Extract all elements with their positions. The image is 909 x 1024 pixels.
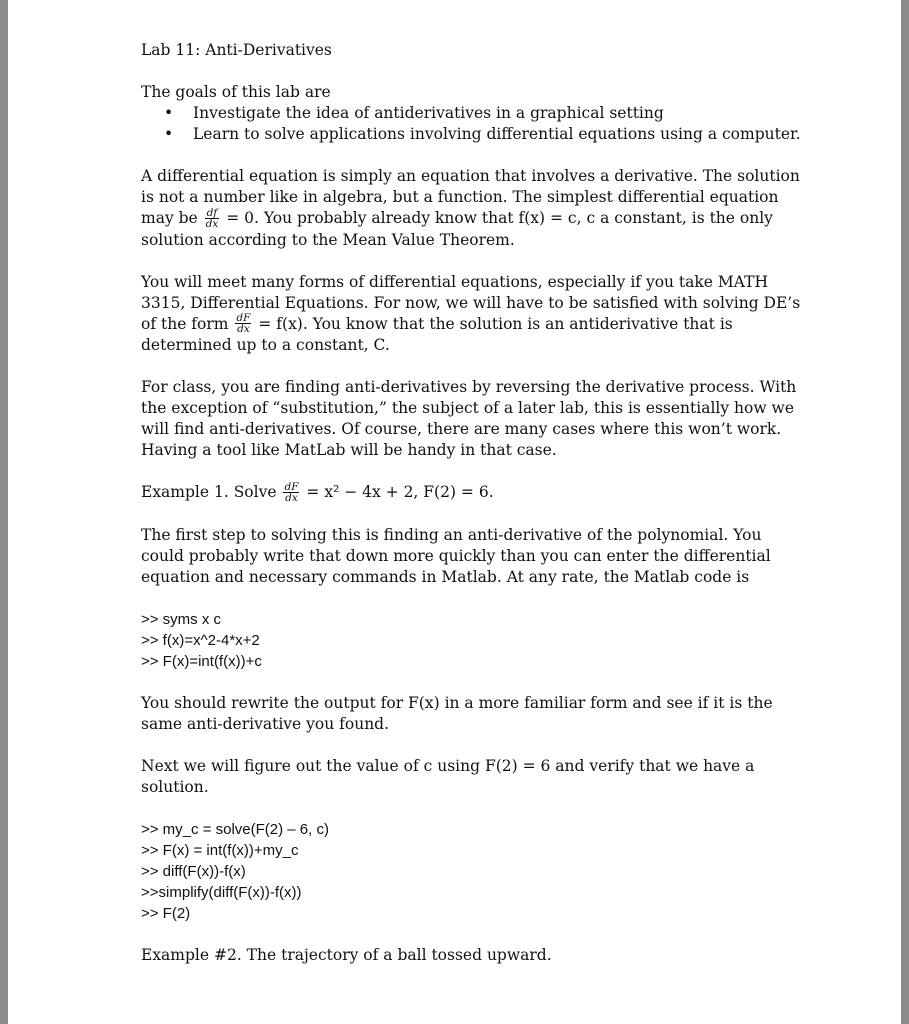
code-line: >> my_c = solve(F(2) – 6, c) [141, 820, 329, 838]
fraction-dF-dx [283, 482, 299, 503]
text-line: You will meet many forms of differential equations, especially if you take MATH [141, 272, 768, 291]
matlab-code-block-1 [141, 609, 801, 672]
text-line: A differential equation is simply an equation that involves a derivative. The solution [141, 167, 800, 185]
text-line: For class, you are finding anti-derivatives by reversing the derivative process. With [141, 378, 797, 396]
text-segment: = f(x). You know that the solution is an antiderivative that is [253, 314, 733, 333]
goals-intro: The goals of this lab are [141, 83, 331, 101]
document-page [8, 0, 901, 1024]
code-line: >> F(x) = int(f(x))+my_c [141, 841, 299, 859]
matlab-code-block-2 [141, 819, 801, 924]
code-line: >> f(x)=x^2-4*x+2 [141, 631, 260, 649]
text-segment: Example 1. Solve [141, 483, 282, 501]
document-content [141, 40, 801, 966]
text-line: Having a tool like MatLab will be handy in that case. [141, 441, 557, 459]
text-line: could probably write that down more quickly than you can enter the differential [141, 546, 771, 565]
paragraph-figure-out-c [141, 756, 801, 798]
text-line: is not a number like in algebra, but a function. The simplest differential equation [141, 188, 779, 206]
paragraph-rewrite-output [141, 693, 801, 735]
fraction-numerator: df [205, 208, 220, 219]
fraction-dF-dx [235, 313, 251, 334]
text-line-with-fraction [141, 482, 801, 504]
fraction-df-dx [205, 208, 220, 229]
text-line: the exception of “substitution,” the subject of a later lab, this is essentially how we [141, 399, 794, 417]
fraction-denominator: dx [237, 323, 250, 335]
paragraph-differential-equation [141, 166, 801, 251]
paragraph-first-step [141, 525, 801, 588]
text-line: determined up to a constant, C. [141, 336, 390, 354]
goal-item [141, 124, 801, 145]
text-line-with-fraction [141, 314, 801, 336]
text-line: 3315, Differential Equations. For now, we will have to be satisfied with solving DE’s [141, 293, 801, 312]
goal-item [141, 103, 801, 124]
bullet-icon: • [164, 125, 174, 143]
fraction-numerator: dF [236, 312, 251, 324]
code-line: >> syms x c [141, 610, 222, 628]
text-line: You should rewrite the output for F(x) in a more familiar form and see if it is the [141, 693, 773, 712]
lab-title: Lab 11: Anti-Derivatives [141, 41, 332, 59]
text-line: will find anti-derivatives. Of course, there are many cases where this won’t work. [141, 420, 782, 438]
text-segment: of the form [141, 314, 234, 333]
fraction-denominator: dx [285, 491, 298, 504]
code-line: >> F(2) [141, 904, 191, 922]
text-line: Next we will figure out the value of c using F(2) = 6 and verify that we have a [141, 756, 755, 775]
text-line: solution. [141, 777, 209, 796]
text-line: same anti-derivative you found. [141, 714, 390, 733]
code-line: >>simplify(diff(F(x))-f(x)) [141, 883, 302, 901]
goal-text: Learn to solve applications involving differential equations using a computer. [193, 125, 801, 143]
fraction-numerator: dF [284, 480, 299, 493]
text-line: solution according to the Mean Value Theorem. [141, 230, 515, 249]
code-line: >> diff(F(x))-f(x) [141, 862, 246, 880]
example-2-heading: Example #2. The trajectory of a ball tossed upward. [141, 945, 552, 964]
text-segment: = 0. You probably already know that f(x) = c, c a constant, is the only [221, 209, 773, 227]
text-segment: = x² − 4x + 2, F(2) = 6. [301, 483, 494, 501]
example-1-heading [141, 482, 801, 504]
goal-text: Investigate the idea of antiderivatives in a graphical setting [193, 104, 664, 122]
text-line: The first step to solving this is finding an anti-derivative of the polynomial. You [141, 525, 762, 544]
text-line: equation and necessary commands in Matlab. At any rate, the Matlab code is [141, 567, 750, 586]
text-line-with-fraction [141, 208, 801, 230]
bullet-icon: • [164, 104, 174, 122]
text-segment: may be [141, 209, 203, 227]
fraction-denominator: dx [205, 217, 219, 230]
paragraph-forms-of-de [141, 272, 801, 357]
code-line: >> F(x)=int(f(x))+c [141, 652, 262, 670]
paragraph-class-anti-derivatives [141, 377, 801, 461]
goals-list [141, 103, 801, 145]
